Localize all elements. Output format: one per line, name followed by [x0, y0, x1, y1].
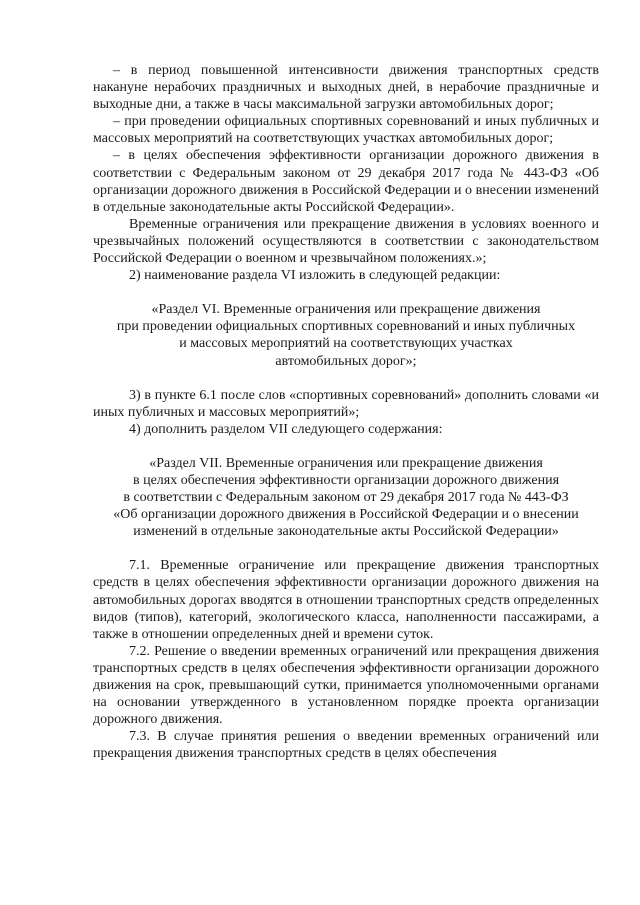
heading-line: автомобильных дорог»; [275, 353, 417, 369]
paragraph-7-2: 7.2. Решение о введении временных ограничений или прекращения движения транспортных средств в целях обеспечения эффективности организации дорожного движения на срок, превышающий сутки, принимается уполномоченными органами на основании утвержденного в установленном порядке проекта организации дорожного движения. [93, 643, 599, 728]
paragraph-7-3: 7.3. В случае принятия решения о введении временных ограничений или прекращения движения транспортных средств в целях обеспечения [93, 729, 599, 762]
spacer [93, 438, 599, 455]
document-page [93, 62, 599, 762]
heading-line: «Об организации дорожного движения в Российской Федерации и о внесении [113, 507, 579, 523]
spacer [93, 284, 599, 301]
paragraph-holiday-traffic: – в период повышенной интенсивности движения транспортных средств накануне нерабочих праздничных и выходных дней, в нерабочие праздничные и выходные дни, а также в часы максимальной загрузки автомобильных дорог; [93, 63, 599, 113]
spacer [93, 540, 599, 557]
paragraph-7-1: 7.1. Временные ограничение или прекращение движения транспортных средств в целях обеспечения эффективности организации дорожного движения на автомобильных дорогах вводятся в отношении транспортных средств определенных видов (типов), категорий, экологического класса, наполненности пассажирами, а также в отношении определенных дней и времени суток. [93, 558, 599, 642]
heading-line: в целях обеспечения эффективности организации дорожного движения [132, 472, 560, 488]
heading-line: «Раздел VII. Временные ограничения или прекращение движения [149, 455, 543, 471]
paragraph-item-4: 4) дополнить разделом VII следующего содержания: [129, 421, 443, 437]
heading-line: изменений в отдельные законодательные акты Российской Федерации» [133, 524, 559, 540]
heading-line: «Раздел VI. Временные ограничения или прекращение движения [151, 302, 541, 318]
paragraph-martial-law: Временные ограничения или прекращение движения в условиях военного и чрезвычайных положений осуществляются в соответствии с законодательством Российской Федерации о военном и чрезвычайном положениях.»; [93, 216, 599, 267]
heading-line: в соответствии с Федеральным законом от 29 декабря 2017 года № 443-ФЗ [123, 490, 569, 506]
paragraph-sport-events: – при проведении официальных спортивных соревнований и иных публичных и массовых мероприятий на соответствующих участках автомобильных дорог; [93, 114, 599, 147]
section-vi-heading [93, 301, 599, 369]
spacer [93, 370, 599, 387]
paragraph-traffic-efficiency: – в целях обеспечения эффективности организации дорожного движения в соответствии с Федеральным законом от 29 декабря 2017 года № 443-ФЗ «Об организации дорожного движения в Российской Федерации и о внесении изменений в отдельные законодательные акты Российской Федерации». [93, 148, 599, 215]
heading-line: и массовых мероприятий на соответствующих участках [179, 336, 513, 352]
section-vii-heading [93, 455, 599, 540]
heading-line: при проведении официальных спортивных соревнований и иных публичных [116, 319, 576, 335]
paragraph-item-3: 3) в пункте 6.1 после слов «спортивных соревнований» дополнить словами «и иных публичных и массовых мероприятий»; [93, 387, 599, 420]
paragraph-item-2: 2) наименование раздела VI изложить в следующей редакции: [129, 268, 501, 284]
